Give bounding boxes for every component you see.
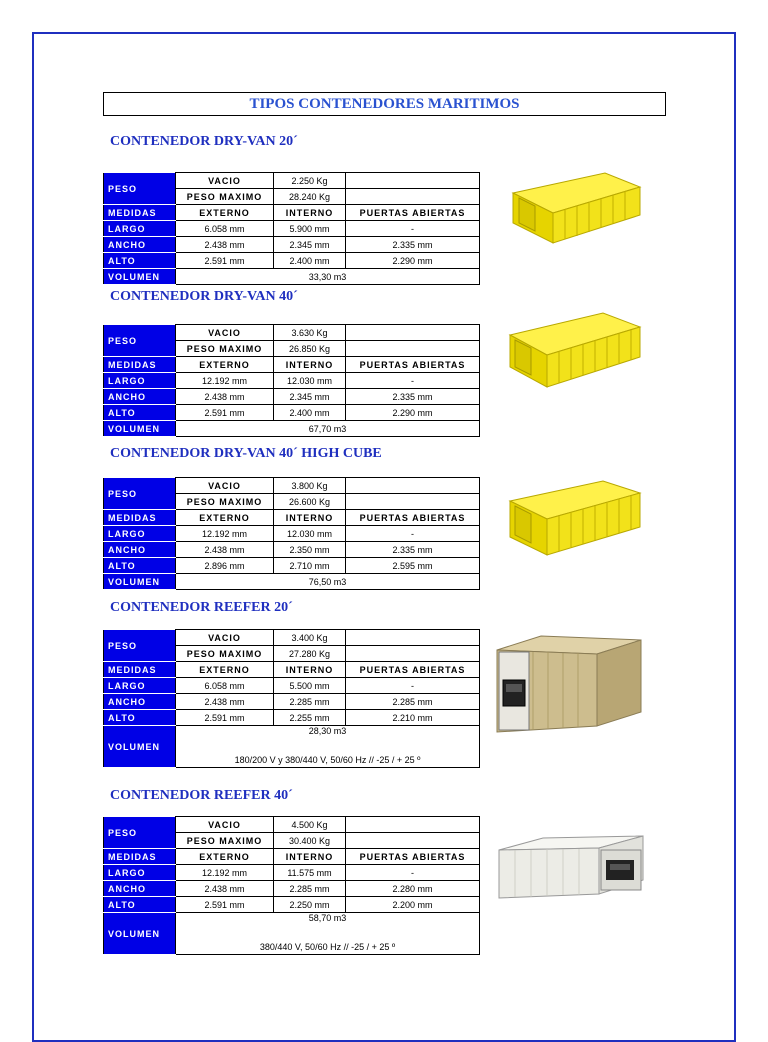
section-title-dry-van-40: CONTENEDOR DRY-VAN 40´ [110, 289, 298, 304]
label-alto: ALTO [104, 710, 176, 726]
page-title: TIPOS CONTENEDORES MARITIMOS [103, 92, 666, 116]
header-interno: INTERNO [274, 849, 346, 865]
ancho-interno: 2.345 mm [274, 389, 346, 405]
largo-externo: 12.192 mm [176, 865, 274, 881]
label-ancho: ANCHO [104, 542, 176, 558]
value-electrical-note: 180/200 V y 380/440 V, 50/60 Hz // -25 / + 25 º [176, 741, 480, 768]
largo-externo: 6.058 mm [176, 678, 274, 694]
ancho-puertas: 2.285 mm [346, 694, 480, 710]
value-volumen: 58,70 m3 [176, 913, 480, 929]
label-volumen: VOLUMEN [104, 269, 176, 285]
alto-puertas: 2.210 mm [346, 710, 480, 726]
label-largo: LARGO [104, 526, 176, 542]
container-image-dry-van-40 [505, 305, 645, 390]
ancho-externo: 2.438 mm [176, 237, 274, 253]
value-peso-maximo: 26.600 Kg [274, 494, 346, 510]
ancho-interno: 2.345 mm [274, 237, 346, 253]
value-peso-maximo: 27.280 Kg [274, 646, 346, 662]
header-interno: INTERNO [274, 205, 346, 221]
label-peso: PESO [104, 325, 176, 357]
label-ancho: ANCHO [104, 694, 176, 710]
alto-externo: 2.896 mm [176, 558, 274, 574]
label-medidas: MEDIDAS [104, 205, 176, 221]
label-volumen: VOLUMEN [104, 574, 176, 590]
label-peso: PESO [104, 817, 176, 849]
ancho-interno: 2.285 mm [274, 881, 346, 897]
header-puertas: PUERTAS ABIERTAS [346, 205, 480, 221]
spec-table-reefer-40 [103, 816, 480, 955]
largo-interno: 5.900 mm [274, 221, 346, 237]
section-title-dry-van-40-hc: CONTENEDOR DRY-VAN 40´ HIGH CUBE [110, 446, 382, 461]
ancho-puertas: 2.335 mm [346, 542, 480, 558]
largo-externo: 12.192 mm [176, 373, 274, 389]
ancho-externo: 2.438 mm [176, 542, 274, 558]
label-vacio: VACIO [176, 478, 274, 494]
ancho-puertas: 2.335 mm [346, 389, 480, 405]
alto-puertas: 2.290 mm [346, 405, 480, 421]
value-vacio: 3.400 Kg [274, 630, 346, 646]
spec-table-dry-van-40-hc [103, 477, 480, 590]
label-medidas: MEDIDAS [104, 662, 176, 678]
alto-externo: 2.591 mm [176, 897, 274, 913]
header-puertas: PUERTAS ABIERTAS [346, 849, 480, 865]
label-medidas: MEDIDAS [104, 510, 176, 526]
alto-externo: 2.591 mm [176, 710, 274, 726]
largo-puertas: - [346, 865, 480, 881]
container-image-reefer-20 [493, 632, 643, 737]
container-image-dry-van-40-hc [505, 475, 645, 560]
ancho-externo: 2.438 mm [176, 881, 274, 897]
alto-externo: 2.591 mm [176, 405, 274, 421]
largo-interno: 12.030 mm [274, 373, 346, 389]
label-peso: PESO [104, 630, 176, 662]
label-vacio: VACIO [176, 817, 274, 833]
ancho-puertas: 2.335 mm [346, 237, 480, 253]
label-peso-maximo: PESO MAXIMO [176, 833, 274, 849]
largo-externo: 12.192 mm [176, 526, 274, 542]
label-peso-maximo: PESO MAXIMO [176, 646, 274, 662]
ancho-externo: 2.438 mm [176, 389, 274, 405]
header-interno: INTERNO [274, 357, 346, 373]
label-ancho: ANCHO [104, 237, 176, 253]
ancho-puertas: 2.280 mm [346, 881, 480, 897]
header-interno: INTERNO [274, 510, 346, 526]
label-ancho: ANCHO [104, 881, 176, 897]
label-peso-maximo: PESO MAXIMO [176, 189, 274, 205]
header-externo: EXTERNO [176, 205, 274, 221]
label-alto: ALTO [104, 405, 176, 421]
value-vacio: 4.500 Kg [274, 817, 346, 833]
header-puertas: PUERTAS ABIERTAS [346, 510, 480, 526]
largo-interno: 12.030 mm [274, 526, 346, 542]
value-volumen: 67,70 m3 [176, 421, 480, 437]
largo-externo: 6.058 mm [176, 221, 274, 237]
label-alto: ALTO [104, 253, 176, 269]
header-externo: EXTERNO [176, 357, 274, 373]
largo-puertas: - [346, 526, 480, 542]
header-puertas: PUERTAS ABIERTAS [346, 357, 480, 373]
value-peso-maximo: 30.400 Kg [274, 833, 346, 849]
largo-puertas: - [346, 678, 480, 694]
label-medidas: MEDIDAS [104, 849, 176, 865]
label-alto: ALTO [104, 897, 176, 913]
largo-interno: 5.500 mm [274, 678, 346, 694]
label-vacio: VACIO [176, 325, 274, 341]
label-medidas: MEDIDAS [104, 357, 176, 373]
label-volumen: VOLUMEN [104, 421, 176, 437]
value-volumen: 76,50 m3 [176, 574, 480, 590]
value-vacio: 2.250 Kg [274, 173, 346, 189]
value-vacio: 3.630 Kg [274, 325, 346, 341]
alto-puertas: 2.290 mm [346, 253, 480, 269]
section-title-dry-van-20: CONTENEDOR DRY-VAN 20´ [110, 134, 298, 149]
label-peso-maximo: PESO MAXIMO [176, 341, 274, 357]
header-externo: EXTERNO [176, 662, 274, 678]
alto-puertas: 2.595 mm [346, 558, 480, 574]
value-vacio: 3.800 Kg [274, 478, 346, 494]
header-interno: INTERNO [274, 662, 346, 678]
ancho-externo: 2.438 mm [176, 694, 274, 710]
value-volumen: 33,30 m3 [176, 269, 480, 285]
label-volumen: VOLUMEN [104, 913, 176, 955]
ancho-interno: 2.350 mm [274, 542, 346, 558]
alto-interno: 2.400 mm [274, 253, 346, 269]
header-externo: EXTERNO [176, 849, 274, 865]
value-peso-maximo: 28.240 Kg [274, 189, 346, 205]
alto-interno: 2.250 mm [274, 897, 346, 913]
largo-interno: 11.575 mm [274, 865, 346, 881]
container-image-dry-van-20 [505, 165, 645, 245]
value-volumen: 28,30 m3 [176, 726, 480, 742]
spec-table-dry-van-20 [103, 172, 480, 285]
alto-puertas: 2.200 mm [346, 897, 480, 913]
container-image-reefer-40 [495, 832, 645, 902]
alto-interno: 2.710 mm [274, 558, 346, 574]
label-largo: LARGO [104, 373, 176, 389]
label-vacio: VACIO [176, 630, 274, 646]
spec-table-reefer-20 [103, 629, 480, 768]
section-title-reefer-40: CONTENEDOR REEFER 40´ [110, 788, 293, 803]
label-largo: LARGO [104, 865, 176, 881]
value-peso-maximo: 26.850 Kg [274, 341, 346, 357]
spec-table-dry-van-40 [103, 324, 480, 437]
label-alto: ALTO [104, 558, 176, 574]
label-ancho: ANCHO [104, 389, 176, 405]
label-vacio: VACIO [176, 173, 274, 189]
label-volumen: VOLUMEN [104, 726, 176, 768]
label-peso-maximo: PESO MAXIMO [176, 494, 274, 510]
section-title-reefer-20: CONTENEDOR REEFER 20´ [110, 600, 293, 615]
ancho-interno: 2.285 mm [274, 694, 346, 710]
header-externo: EXTERNO [176, 510, 274, 526]
alto-interno: 2.255 mm [274, 710, 346, 726]
label-largo: LARGO [104, 678, 176, 694]
label-peso: PESO [104, 173, 176, 205]
label-largo: LARGO [104, 221, 176, 237]
largo-puertas: - [346, 221, 480, 237]
largo-puertas: - [346, 373, 480, 389]
alto-interno: 2.400 mm [274, 405, 346, 421]
label-peso: PESO [104, 478, 176, 510]
header-puertas: PUERTAS ABIERTAS [346, 662, 480, 678]
value-electrical-note: 380/440 V, 50/60 Hz // -25 / + 25 º [176, 928, 480, 955]
alto-externo: 2.591 mm [176, 253, 274, 269]
